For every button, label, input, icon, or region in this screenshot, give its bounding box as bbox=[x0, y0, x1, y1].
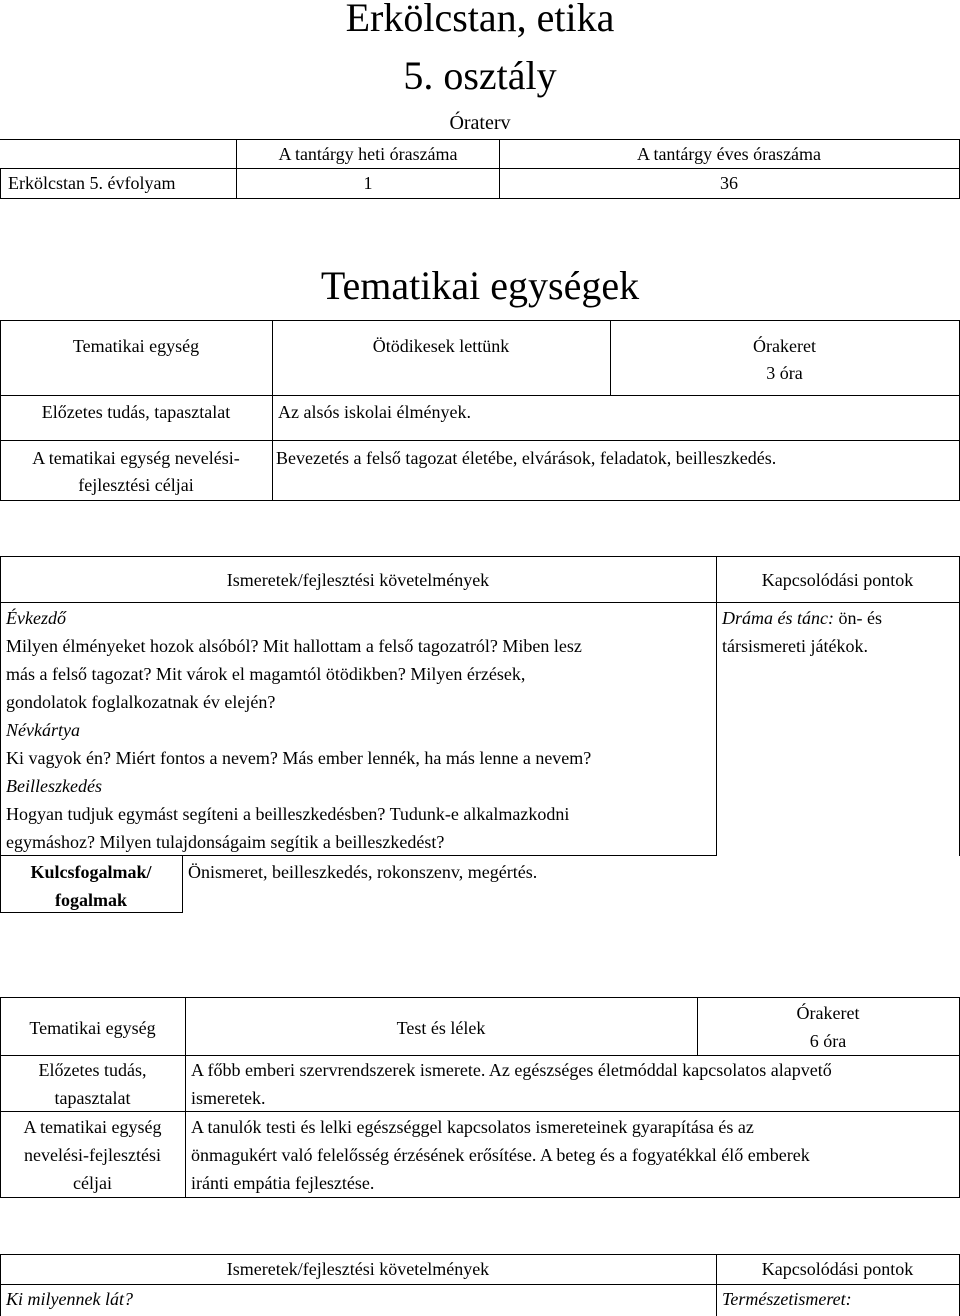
unit1-hours: 3 óra bbox=[766, 363, 803, 383]
unit1-label-unit: Tematikai egység bbox=[72, 336, 200, 356]
unit2-label-prior-2: tapasztalat bbox=[54, 1088, 131, 1108]
unit2-name: Test és lélek bbox=[396, 1018, 486, 1038]
units-title: Tematikai egységek bbox=[320, 263, 640, 308]
grade-title: 5. osztály bbox=[403, 53, 557, 98]
unit1-q1-line2: más a felső tagozat? Mit várok el magamtól ötödikben? Milyen érzések, bbox=[6, 664, 526, 684]
unit2-label-goals-2: nevelési-fejlesztési bbox=[24, 1145, 161, 1165]
unit1-keywords: Önismeret, beilleszkedés, rokonszenv, megértés. bbox=[188, 862, 538, 882]
unit1-keywords-label-2: fogalmak bbox=[55, 890, 127, 910]
unit1-prior: Az alsós iskolai élmények. bbox=[278, 402, 471, 422]
unit2-label-goals-3: céljai bbox=[73, 1173, 112, 1193]
unit2-prior bbox=[191, 1056, 832, 1112]
unit1-head-links: Kapcsolódási pontok bbox=[761, 570, 914, 590]
unit1-label-prior: Előzetes tudás, tapasztalat bbox=[41, 402, 231, 422]
unit1-link-subject: Dráma és tánc: bbox=[722, 608, 834, 628]
unit2-prior-line1: A főbb emberi szervrendszerek ismerete. Az egészséges életmóddal kapcsolatos alapvető bbox=[191, 1060, 832, 1080]
unit1-topic-nevkartya: Névkártya bbox=[6, 720, 80, 740]
unit2-label-hours: Órakeret bbox=[796, 1003, 860, 1023]
schedule-col-yearly: A tantárgy éves óraszáma bbox=[636, 144, 822, 164]
unit1-q1-line1: Milyen élményeket hozok alsóból? Mit hallottam a felső tagozatról? Miben lesz bbox=[6, 636, 582, 656]
unit1-link-text-2: társismereti játékok. bbox=[722, 636, 868, 656]
unit1-head-req: Ismeretek/fejlesztési követelmények bbox=[226, 570, 490, 590]
unit2-label-goals bbox=[0, 1113, 185, 1197]
unit2-label-goals-1: A tematikai egység bbox=[23, 1117, 162, 1137]
schedule-col-weekly: A tantárgy heti óraszáma bbox=[278, 144, 458, 164]
unit1-label-hours: Órakeret bbox=[753, 336, 816, 356]
unit1-q3-line2: egymáshoz? Milyen tulajdonságaim segítik a beilleszkedést? bbox=[6, 832, 445, 852]
unit1-topic-evkezdo: Évkezdő bbox=[6, 608, 66, 628]
unit2-goals-line1: A tanulók testi és lelki egészséggel kapcsolatos ismereteinek gyarapítása és az bbox=[191, 1117, 754, 1137]
unit2-label-prior bbox=[0, 1056, 185, 1112]
unit1-q1-line3: gondolatok foglalkozatnak év elején? bbox=[6, 692, 276, 712]
unit2-link-1: Természetismeret: bbox=[722, 1289, 852, 1309]
unit1-label-goals-2: fejlesztési céljai bbox=[78, 475, 194, 495]
page-title: Erkölcstan, etika bbox=[345, 0, 615, 40]
plan-title: Óraterv bbox=[449, 112, 511, 134]
unit1-link bbox=[722, 604, 882, 632]
unit2-head-links: Kapcsolódási pontok bbox=[761, 1259, 914, 1279]
schedule-weekly-value: 1 bbox=[363, 173, 373, 193]
unit2-hours: 6 óra bbox=[809, 1031, 847, 1051]
unit2-topic-ki-milyennek-lat: Ki milyennek lát? bbox=[6, 1289, 133, 1309]
unit1-q3-line1: Hogyan tudjuk egymást segíteni a beilleszkedésben? Tudunk-e alkalmazkodni bbox=[6, 804, 570, 824]
unit2-goals bbox=[191, 1113, 810, 1197]
unit2-head-req: Ismeretek/fejlesztési követelmények bbox=[226, 1259, 490, 1279]
unit1-goals: Bevezetés a felső tagozat életébe, elvárások, feladatok, beilleszkedés. bbox=[276, 448, 777, 468]
unit1-keywords-label bbox=[0, 858, 182, 914]
unit2-prior-line2: ismeretek. bbox=[191, 1088, 266, 1108]
unit2-label-prior-1: Előzetes tudás, bbox=[38, 1060, 147, 1080]
unit1-link-text-1: ön- és bbox=[833, 608, 882, 628]
unit2-goals-line3: iránti empátia fejlesztése. bbox=[191, 1173, 375, 1193]
unit1-topic-beilleszkedes: Beilleszkedés bbox=[6, 776, 102, 796]
unit1-q2: Ki vagyok én? Miért fontos a nevem? Más ember lennék, ha más lenne a nevem? bbox=[6, 748, 592, 768]
unit2-label-unit: Tematikai egység bbox=[29, 1018, 156, 1038]
unit2-goals-line2: önmagukért való felelősség érzésének erősítése. A beteg és a fogyatékkal élő emberek bbox=[191, 1145, 810, 1165]
unit1-label-goals-1: A tematikai egység nevelési- bbox=[32, 448, 240, 468]
unit1-keywords-label-1: Kulcsfogalmak/ bbox=[30, 862, 152, 882]
unit1-name: Ötödikesek lettünk bbox=[372, 336, 510, 356]
schedule-yearly-value: 36 bbox=[720, 173, 738, 193]
schedule-row-label: Erkölcstan 5. évfolyam bbox=[8, 173, 176, 193]
